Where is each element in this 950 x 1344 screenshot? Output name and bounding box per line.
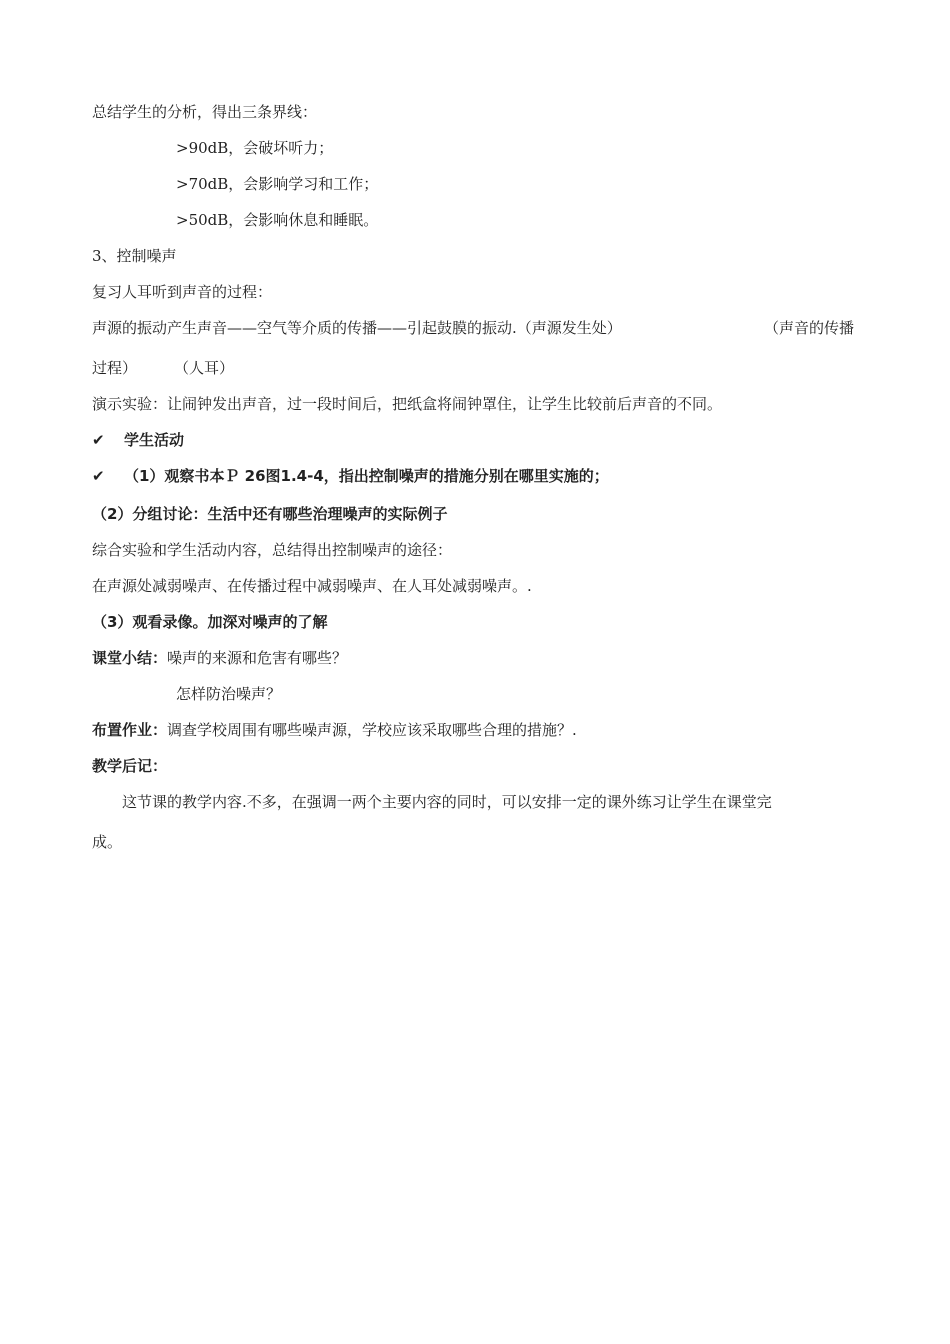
activity-item-3: （3）观看录像。加深对噪声的了解 [92, 613, 328, 631]
check-icon: ✔ [92, 431, 105, 449]
demo-text: 演示实验：让闹钟发出声音，过一段时间后，把纸盒将闹钟罩住，让学生比较前后声音的不同。 [92, 395, 723, 413]
activity-item-1 [92, 466, 609, 486]
check-icon: ✔ [92, 467, 105, 485]
limit-50db: >50dB，会影响休息和睡眠。 [176, 211, 379, 229]
summary-question-1: 噪声的来源和危害有哪些？ [167, 649, 348, 667]
homework-row [92, 720, 577, 740]
summary-row [92, 648, 347, 668]
limit-70db: >70dB，会影响学习和工作； [176, 175, 379, 193]
activity-title: 学生活动 [124, 431, 185, 449]
reflection-label: 教学后记： [92, 757, 168, 775]
limit-90db: >90dB，会破坏听力； [176, 139, 334, 157]
reflection-line-2: 成。 [92, 833, 123, 851]
activity-item-2: （2）分组讨论：生活中还有哪些治理噪声的实际例子 [92, 505, 448, 523]
summary-label: 课堂小结： [92, 649, 168, 667]
activity-1-text: （1）观察书本Ｐ 26图1.4-4，指出控制噪声的措施分别在哪里实施的； [124, 467, 609, 485]
homework-text: 调查学校周围有哪些噪声源，学校应该采取哪些合理的措施？. [167, 721, 577, 739]
summary-question-2: 怎样防治噪声？ [176, 685, 282, 703]
activity-heading [92, 430, 184, 450]
process-line: 声源的振动产生声音——空气等介质的传播——引起鼓膜的振动.（声源发生处） [92, 319, 622, 337]
process-line2-a: 过程） [92, 359, 138, 377]
summary-intro: 总结学生的分析，得出三条界线： [92, 103, 318, 121]
combine-text: 综合实验和学生活动内容，总结得出控制噪声的途径： [92, 541, 453, 559]
homework-label: 布置作业： [92, 721, 168, 739]
section-title: 3、控制噪声 [92, 247, 177, 265]
ways-text: 在声源处减弱噪声、在传播过程中减弱噪声、在人耳处减弱噪声。. [92, 577, 532, 595]
process-line2-b: （人耳） [174, 359, 235, 377]
review-heading: 复习人耳听到声音的过程： [92, 283, 273, 301]
process-tail: （声音的传播 [764, 319, 855, 337]
reflection-line-1: 这节课的教学内容.不多，在强调一两个主要内容的同时，可以安排一定的课外练习让学生在课堂完 [122, 793, 772, 811]
